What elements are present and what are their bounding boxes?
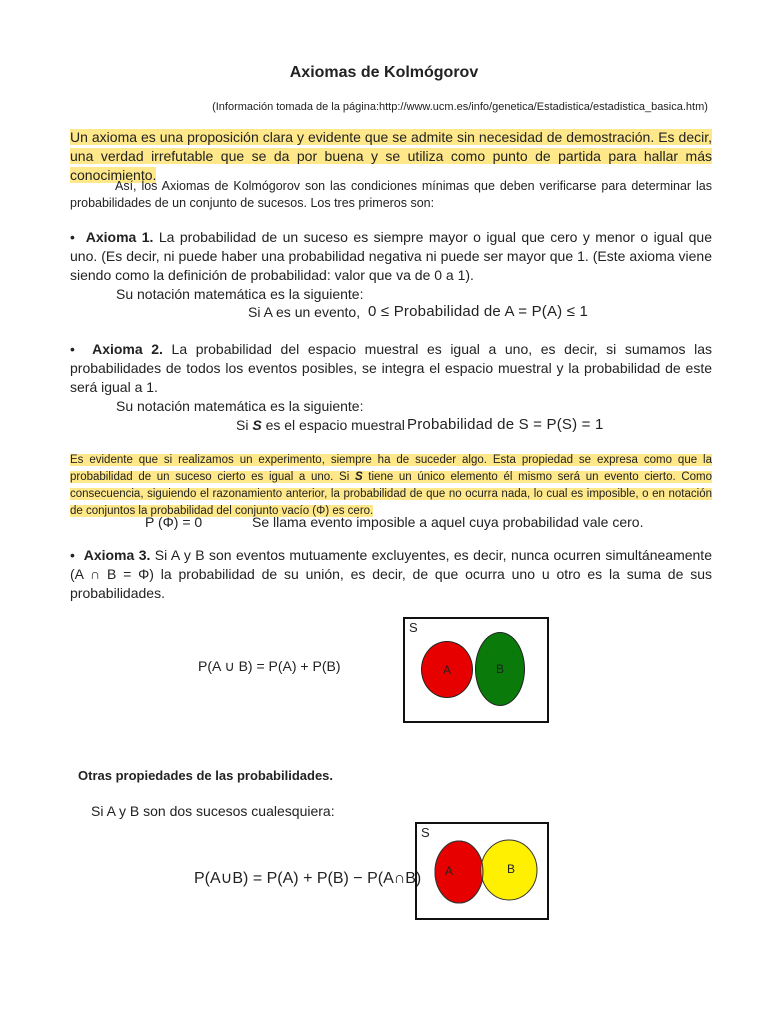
other-properties-heading: Otras propiedades de las probabilidades. xyxy=(78,768,334,783)
note-part-2: tiene un único elemento él mismo será un evento cierto. Como consecuencia, siguiendo el razonamiento anterior, la probabilidad de que no ocurra nada, lo cual es imposible, o en notación de conjuntos la probabilidad del conjunto vacío (Φ) es cero. xyxy=(70,471,713,517)
axiom-1-formula-prefix: Si A es un evento, xyxy=(248,304,361,320)
intro-paragraph-2: Así, los Axiomas de Kolmógorov son las condiciones mínimas que deben verificarse para determinar las probabilidades de un conjunto de sucesos. Los tres primeros son: xyxy=(70,179,712,210)
axiom-2-prefix-b: es el espacio muestral xyxy=(265,417,405,433)
note-symbol: S xyxy=(354,471,363,483)
note-highlight xyxy=(70,454,712,517)
note-part-1: Es evidente que si realizamos un experimento, siempre ha de suceder algo. Esta propiedad se expresa como que la probabilidad de un suceso cierto es igual a uno. Si xyxy=(70,454,712,483)
bullet: • xyxy=(70,341,93,357)
intro-paragraph xyxy=(70,128,712,185)
axiom-3-formula: P(A ∪ B) = P(A) + P(B) xyxy=(198,658,341,674)
venn-circle-b xyxy=(475,632,525,706)
axiom-2-notation: Su notación matemática es la siguiente: xyxy=(116,398,364,414)
axiom-2-formula-prefix xyxy=(236,417,405,433)
page-title: Axiomas de Kolmógorov xyxy=(289,64,479,81)
venn2-label-a: A xyxy=(445,864,454,878)
axiom-2-formula: Probabilidad de S = P(S) = 1 xyxy=(407,416,604,433)
axiom-3 xyxy=(70,546,712,603)
empty-set-text: Se llama evento imposible a aquel cuya probabilidad vale cero. xyxy=(252,514,644,530)
bullet: • xyxy=(70,229,86,245)
axiom-1-text: La probabilidad de un suceso es siempre mayor o igual que cero y menor o igual que uno. (Es decir, ni puede haber una probabilidad negativa ni puede ser mayor que 1. (Este axioma viene siendo como la definición de probabilidad: valor que va de 0 a 1). xyxy=(70,229,712,283)
axiom-1-formula: 0 ≤ Probabilidad de A = P(A) ≤ 1 xyxy=(368,303,589,320)
venn2-circles xyxy=(417,824,547,918)
axiom-1 xyxy=(70,228,712,285)
venn2-sample-space-label: S xyxy=(421,825,430,840)
axioma-definition-highlight xyxy=(70,129,712,183)
axioma-lead: Un axioma es xyxy=(70,129,156,145)
axiom-2-si: Si xyxy=(236,417,249,433)
axiom-3-text: Si A y B son eventos mutuamente excluyentes, es decir, nunca ocurren simultáneamente (A ∩ B = Φ) la probabilidad de su unión, es decir, de que ocurra uno u otro es la suma de sus probabilidades. xyxy=(70,547,712,601)
venn-disjoint xyxy=(403,617,549,723)
venn-sample-space-label: S xyxy=(409,620,418,635)
venn-label-b: B xyxy=(495,662,504,676)
venn2-label-b: B xyxy=(507,862,516,876)
axioma-definition: una proposición clara y evidente que se admite sin necesidad de demostración. Es decir, una verdad irrefutable que se da por buena y se utiliza como punto de partida para hallar más conocimiento. xyxy=(70,129,713,183)
sample-space-symbol: S xyxy=(252,417,262,433)
venn-circle-a xyxy=(421,641,473,698)
axiom-1-notation: Su notación matemática es la siguiente: xyxy=(116,286,364,302)
empty-set-formula: P (Φ) = 0 xyxy=(145,514,203,530)
source-note: (Información tomada de la página:http://www.ucm.es/info/genetica/Estadistica/estadistica_basica.htm) xyxy=(212,101,708,113)
axiom-2-text: La probabilidad del espacio muestral es igual a uno, es decir, si sumamos las probabilidades de todos los eventos posibles, se integra el espacio muestral y la probabilidad de este será igual a 1. xyxy=(70,341,712,395)
union-formula: P(A∪B) = P(A) + P(B) − P(A∩B) xyxy=(194,870,422,887)
venn-label-a: A xyxy=(442,662,451,677)
axiom-2-label: Axioma 2. xyxy=(92,341,163,357)
axiom-3-label: Axioma 3. xyxy=(83,547,151,563)
axiom-1-label: Axioma 1. xyxy=(85,229,154,245)
certain-event-note xyxy=(70,452,712,520)
venn-overlap xyxy=(415,822,549,920)
bullet: • xyxy=(70,547,84,563)
axiom-2 xyxy=(70,340,712,397)
other-properties-intro: Si A y B son dos sucesos cualesquiera: xyxy=(91,803,335,819)
